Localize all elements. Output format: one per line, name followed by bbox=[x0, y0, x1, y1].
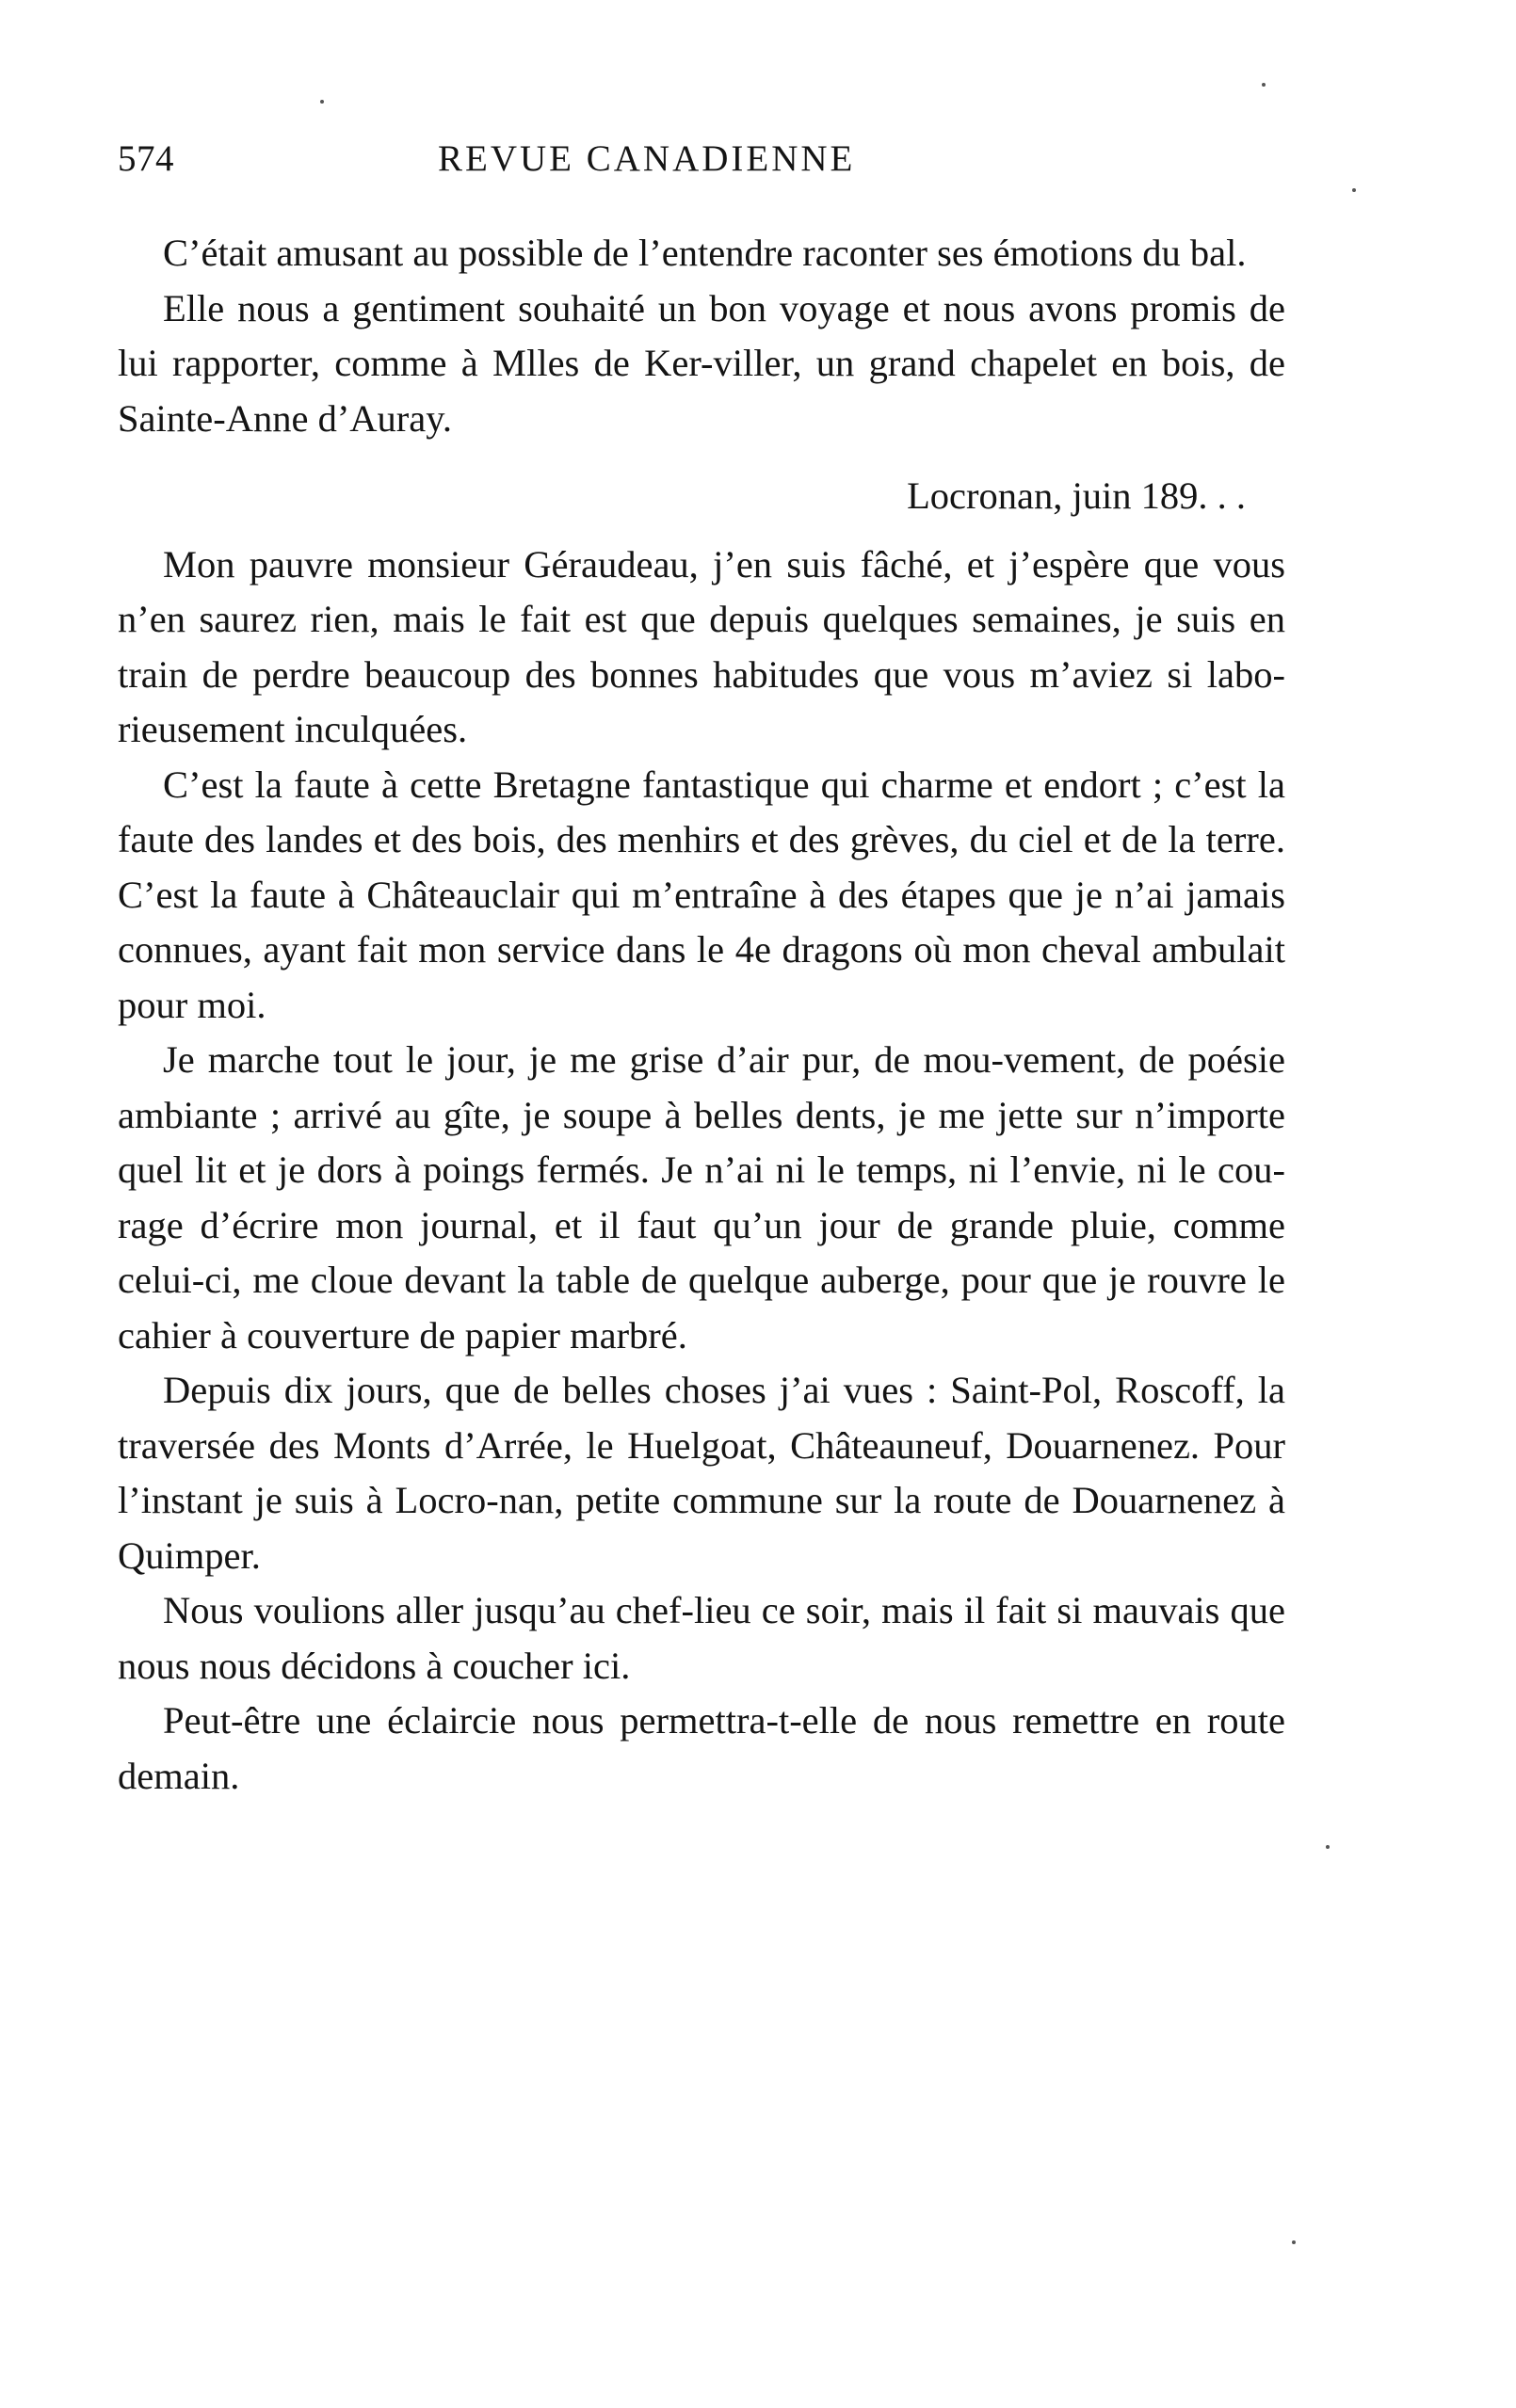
paragraph: Je marche tout le jour, je me grise d’air pur, de mou-vement, de poésie ambiante ; arrivé au gîte, je soupe à belles dents, je me jette sur n’importe quel lit et je dors à poings fermés. Je n’ai ni le temps, ni l’envie, ni le cou-rage d’écrire mon journal, et il faut qu’un jour de grande pluie, comme celui-ci, me cloue devant la table de quelque auberge, pour que je rouvre le cahier à couverture de papier marbré. bbox=[118, 1038, 1285, 1357]
paragraph: Nous voulions aller jusqu’au chef-lieu ce soir, mais il fait si mauvais que nous nous décidons à coucher ici. bbox=[118, 1589, 1285, 1687]
body-text bbox=[118, 226, 1285, 1804]
page-number: 574 bbox=[118, 138, 174, 179]
paragraph: C’est la faute à cette Bretagne fantastique qui charme et endort ; c’est la faute des landes et des bois, des menhirs et des grèves, du ciel et de la terre. C’est la faute à Châteauclair qui m’entraîne à des étapes que je n’ai jamais connues, ayant fait mon service dans le 4e dragons où mon cheval ambulait pour moi. bbox=[118, 763, 1285, 1026]
scan-speck bbox=[1292, 2240, 1296, 2244]
scan-speck bbox=[1326, 1845, 1330, 1849]
paragraph: Peut-être une éclaircie nous permettra-t-elle de nous remettre en route demain. bbox=[118, 1699, 1285, 1797]
running-title: REVUE CANADIENNE bbox=[438, 138, 856, 179]
running-head bbox=[118, 137, 1295, 194]
dateline: Locronan, juin 189. . . bbox=[907, 474, 1246, 517]
scan-speck bbox=[1352, 188, 1356, 192]
paragraph: Depuis dix jours, que de belles choses j’ai vues : Saint-Pol, Roscoff, la traversée des Monts d’Arrée, le Huelgoat, Châteauneuf, Douarnenez. Pour l’instant je suis à Locro-nan, petite commune sur la route de Douarnenez à Quimper. bbox=[118, 1369, 1285, 1577]
paragraph: Elle nous a gentiment souhaité un bon voyage et nous avons promis de lui rapporter, comme à Mlles de Ker-viller, un grand chapelet en bois, de Sainte-Anne d’Auray. bbox=[118, 286, 1285, 440]
scan-speck bbox=[320, 100, 324, 104]
paragraph: C’était amusant au possible de l’entendre raconter ses émotions du bal. bbox=[163, 232, 1247, 274]
scan-speck bbox=[1262, 83, 1266, 87]
paragraph: Mon pauvre monsieur Géraudeau, j’en suis fâché, et j’espère que vous n’en saurez rien, mais le fait est que depuis quelques semaines, je suis en train de perdre beaucoup des bonnes habitudes que vous m’aviez si labo-rieusement inculquées. bbox=[118, 542, 1285, 750]
